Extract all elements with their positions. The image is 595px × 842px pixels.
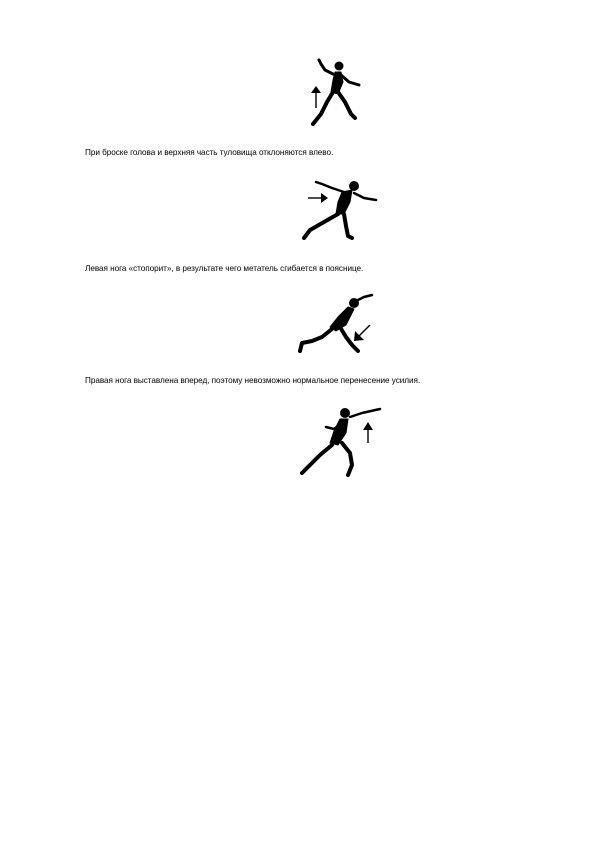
up-arrow-icon <box>311 86 321 108</box>
up-arrow-icon <box>363 422 373 443</box>
thrower-silhouette-1 <box>303 58 365 130</box>
right-arrow-icon <box>308 193 328 203</box>
caption-1: При броске голова и верхняя часть туловища отклоняются влево. <box>85 148 334 157</box>
caption-2: Левая нога «стопорит», в результате чего метатель сгибается в пояснице. <box>85 264 364 273</box>
thrower-silhouette-4 <box>298 405 382 481</box>
thrower-figure-4 <box>298 405 382 481</box>
thrower-figure-3 <box>298 293 380 359</box>
thrower-figure-2 <box>298 176 382 242</box>
thrower-figure-1 <box>303 58 365 130</box>
caption-3: Правая нога выставлена вперед, поэтому невозможно нормальное перенесение усилия. <box>85 376 421 385</box>
thrower-silhouette-3 <box>298 293 380 359</box>
thrower-silhouette-2 <box>298 176 382 242</box>
down-left-arrow-icon <box>354 325 370 341</box>
